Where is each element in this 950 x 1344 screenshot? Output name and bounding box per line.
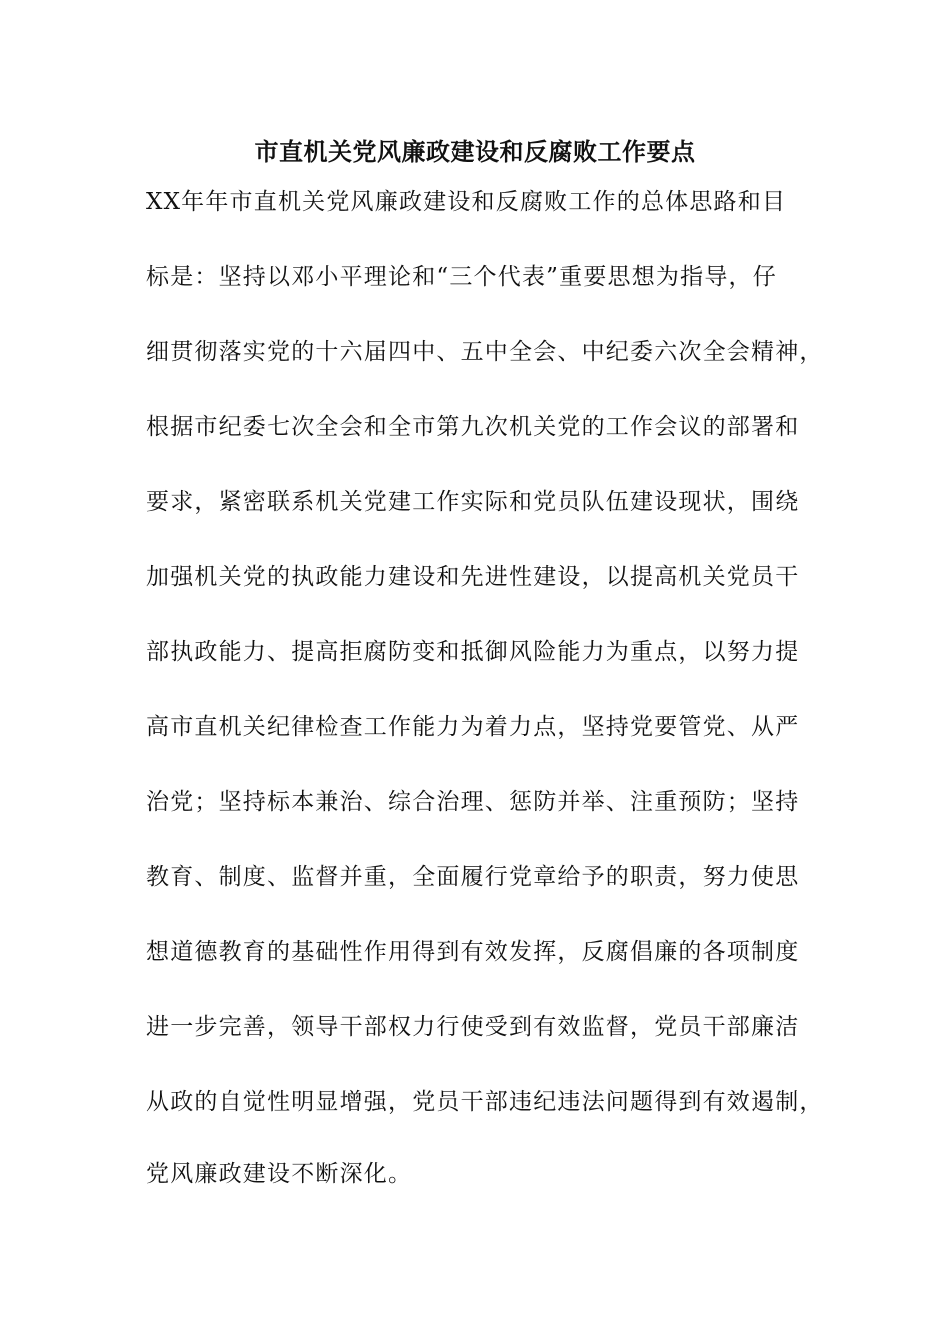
document-title: 市直机关党风廉政建设和反腐败工作要点	[254, 138, 696, 166]
body-line: 细贯彻落实党的十六届四中、五中全会、中纪委六次全会精神，	[146, 339, 824, 365]
body-line: 部执政能力、提高拒腐防变和抵御风险能力为重点，以努力提	[146, 639, 800, 665]
body-line: 想道德教育的基础性作用得到有效发挥，反腐倡廉的各项制度	[146, 939, 800, 965]
body-line: 党风廉政建设不断深化。	[146, 1161, 413, 1187]
body-line: 要求，紧密联系机关党建工作实际和党员队伍建设现状，围绕	[146, 489, 800, 515]
body-line: 教育、制度、监督并重，全面履行党章给予的职责，努力使思	[146, 864, 800, 890]
body-line: 进一步完善，领导干部权力行使受到有效监督，党员干部廉洁	[146, 1014, 800, 1040]
body-line: 高市直机关纪律检查工作能力为着力点，坚持党要管党、从严	[146, 714, 800, 740]
body-line: 标是：坚持以邓小平理论和“三个代表”重要思想为指导，仔	[146, 264, 777, 290]
body-line: XX年年市直机关党风廉政建设和反腐败工作的总体思路和目	[146, 189, 787, 215]
body-line: 加强机关党的执政能力建设和先进性建设，以提高机关党员干	[146, 564, 800, 590]
body-line: 治党；坚持标本兼治、综合治理、惩防并举、注重预防；坚持	[146, 789, 800, 815]
body-line: 根据市纪委七次全会和全市第九次机关党的工作会议的部署和	[146, 414, 800, 440]
body-line: 从政的自觉性明显增强，党员干部违纪违法问题得到有效遏制，	[146, 1089, 824, 1115]
